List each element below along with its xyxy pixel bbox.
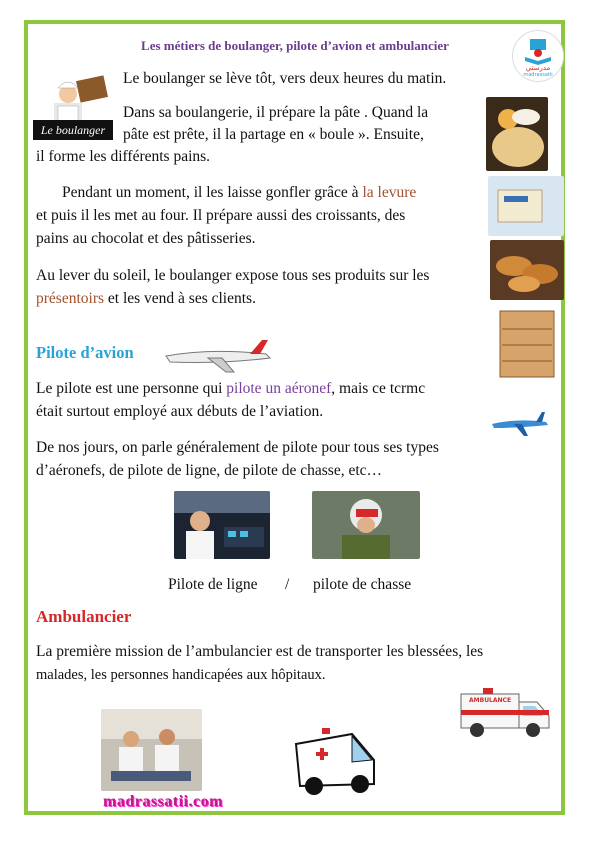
boulanger-p3-line3: pains au chocolat et des pâtisseries.: [36, 230, 256, 247]
boulanger-p1: Le boulanger se lève tôt, vers deux heures du matin.: [123, 70, 447, 87]
boulanger-p3-line2: et puis il les met au four. Il prépare aussi des croissants, des: [36, 207, 406, 224]
ambulancier-heading: Ambulancier: [36, 607, 132, 626]
pilote-heading: Pilote d’avion: [36, 343, 134, 362]
boulanger-p2-line3: il forme les différents pains.: [36, 148, 211, 165]
pilote-p2-line1: De nos jours, on parle généralement de pilote pour tous ses types: [36, 439, 439, 456]
airliner-image: [162, 336, 272, 374]
ambulance-label: AMBULANCE: [469, 697, 512, 704]
ambulancier-p1-line1: La première mission de l’ambulancier est de transporter les blessées, les: [36, 643, 484, 660]
levure-highlight: la levure: [362, 184, 417, 201]
airline-pilot-photo: [174, 491, 270, 559]
cartoon-ambulance-image: [286, 724, 384, 800]
logo-arabic: مدرستي: [525, 64, 551, 72]
pilote-text-a: Le pilote est une personne qui: [36, 380, 227, 397]
logo-text: madrassatii: [523, 72, 553, 78]
croissants-photo: [490, 240, 564, 300]
pilote-text-b: , mais ce tcrmc: [331, 380, 426, 397]
boulanger-p4-line1: Au lever du soleil, le boulanger expose tous ses produits sur les: [36, 267, 430, 284]
boulanger-p4-line2: [36, 288, 486, 309]
ambulance-van-image: [457, 680, 553, 742]
pilote-p1-line2: était surtout employé aux débuts de l’aviation.: [36, 403, 324, 420]
p3-text: Pendant un moment, il les laisse gonfler grâce à: [62, 184, 363, 201]
dough-photo: [486, 97, 548, 171]
yeast-photo: [488, 176, 564, 236]
caption-fighter-pilot: pilote de chasse: [313, 576, 412, 593]
baker-illustration: [40, 72, 112, 124]
aeronef-highlight: pilote un aéronef: [226, 380, 332, 397]
boulanger-p2-line2: pâte est prête, il la partage en « boule ». Ensuite,: [123, 126, 424, 143]
pilote-p2-line2: d’aéronefs, de pilote de ligne, de pilote de chasse, etc…: [36, 462, 383, 479]
baker-badge: Le boulanger: [33, 120, 113, 140]
display-rack-photo: [494, 305, 560, 381]
site-footer: madrassatii.com: [103, 793, 223, 810]
pilote-p1-line1: [36, 378, 486, 399]
small-plane-image: [488, 408, 550, 438]
ambulancier-p1-line2: malades, les personnes handicapées aux hôpitaux.: [36, 667, 326, 683]
p4-text: et les vend à ses clients.: [104, 290, 256, 307]
boulanger-p2-line1: Dans sa boulangerie, il prépare la pâte . Quand la: [123, 104, 429, 121]
madrassatii-logo: [512, 30, 564, 82]
caption-airline-pilot: Pilote de ligne: [168, 576, 258, 593]
fighter-pilot-photo: [312, 491, 420, 559]
paramedics-photo: [101, 709, 202, 791]
presentoirs-highlight: présentoirs: [36, 290, 105, 307]
page-title: Les métiers de boulanger, pilote d’avion et ambulancier: [141, 38, 449, 53]
caption-separator: /: [285, 576, 290, 593]
boulanger-p3-line1: [62, 182, 482, 203]
